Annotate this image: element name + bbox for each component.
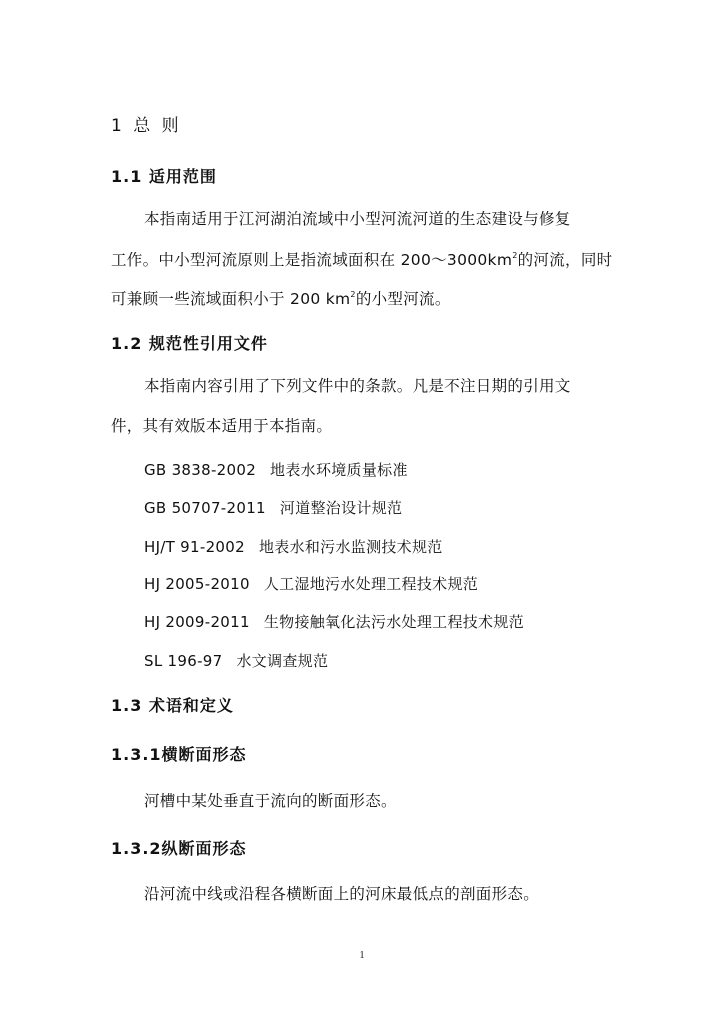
section-1-3-heading: 1.3 术语和定义	[111, 696, 234, 715]
text-run: 的小型河流。	[355, 290, 451, 308]
text-run: 工作。中小型河流原则上是指流域面积在 200～3000km	[111, 251, 513, 269]
reference-title: 地表水环境质量标准	[270, 461, 408, 479]
reference-item	[144, 611, 524, 632]
reference-title: 人工湿地污水处理工程技术规范	[263, 575, 479, 593]
reference-code: HJ/T 91-2002	[144, 538, 245, 556]
reference-item	[144, 459, 408, 480]
paragraph-1-2-line-1: 本指南内容引用了下列文件中的条款。凡是不注日期的引用文	[144, 377, 571, 395]
reference-title: 生物接触氧化法污水处理工程技术规范	[263, 613, 524, 631]
reference-item	[144, 536, 443, 557]
text-run: 可兼顾一些流域面积小于 200 km	[111, 290, 351, 308]
paragraph-1-1-line-1: 本指南适用于江河湖泊流域中小型河流河道的生态建设与修复	[144, 210, 571, 228]
paragraph-1-1-line-3	[111, 287, 451, 309]
reference-code: GB 3838-2002	[144, 461, 257, 479]
paragraph-1-2-line-2: 件，其有效版本适用于本指南。	[111, 417, 333, 435]
reference-title: 河道整治设计规范	[279, 499, 403, 517]
superscript: 2	[512, 251, 518, 260]
reference-code: HJ 2005-2010	[144, 575, 250, 593]
reference-title: 水文调查规范	[236, 652, 329, 670]
definition-1-3-1: 河槽中某处垂直于流向的断面形态。	[144, 792, 397, 810]
text-run: 的河流，同时	[517, 251, 613, 269]
reference-title: 地表水和污水监测技术规范	[258, 538, 443, 556]
reference-item	[144, 650, 328, 671]
section-1-3-2-heading: 1.3.2纵断面形态	[111, 839, 247, 858]
section-1-3-1-heading: 1.3.1横断面形态	[111, 745, 247, 764]
section-1-heading: 1 总 则	[111, 116, 182, 136]
reference-item	[144, 497, 402, 518]
page-number: 1	[359, 950, 365, 961]
superscript: 2	[350, 290, 356, 299]
reference-code: GB 50707-2011	[144, 499, 266, 517]
reference-code: SL 196-97	[144, 652, 223, 670]
section-1-1-heading: 1.1 适用范围	[111, 167, 217, 186]
section-1-2-heading: 1.2 规范性引用文件	[111, 334, 268, 353]
definition-1-3-2: 沿河流中线或沿程各横断面上的河床最低点的剖面形态。	[144, 885, 540, 903]
reference-code: HJ 2009-2011	[144, 613, 250, 631]
reference-item	[144, 573, 478, 594]
paragraph-1-1-line-2	[111, 248, 612, 270]
